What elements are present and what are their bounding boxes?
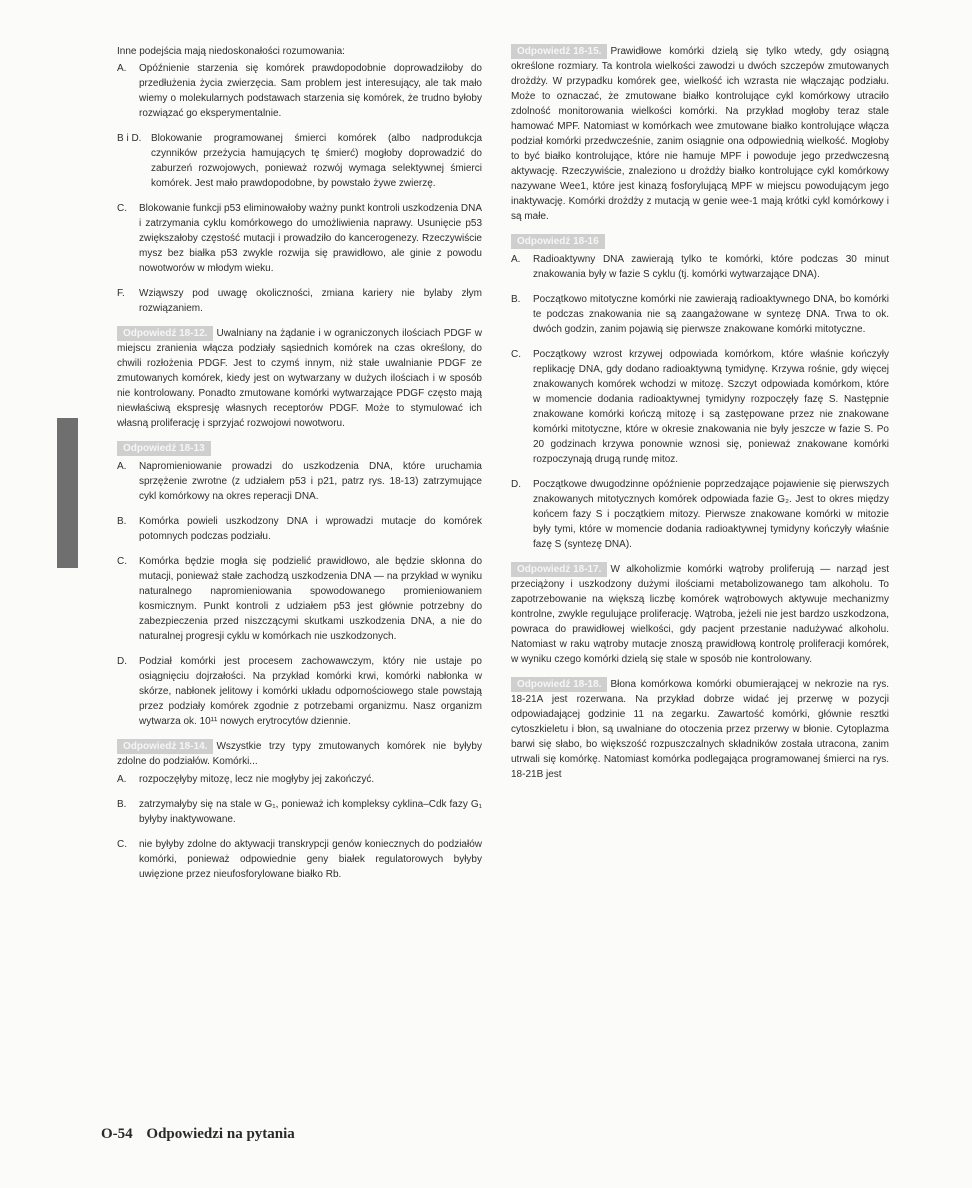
answer-text: Wszystkie trzy typy zmutowanych komórek nie byłyby zdolne do podziałów. Komórki... bbox=[117, 741, 482, 767]
item-label: C. bbox=[117, 556, 127, 567]
answer-item bbox=[511, 477, 889, 552]
chapter-side-tab bbox=[57, 418, 78, 568]
item-label: B. bbox=[511, 294, 521, 305]
answer-item bbox=[511, 347, 889, 467]
page-number: O-54 bbox=[101, 1126, 133, 1142]
answer-badge: Odpowiedź 18-13 bbox=[117, 441, 211, 456]
answer-badge: Odpowiedź 18-17. bbox=[511, 562, 607, 577]
item-label: A. bbox=[117, 461, 127, 472]
item-label: F. bbox=[117, 288, 125, 299]
answer-18-17 bbox=[511, 562, 889, 667]
item-label: A. bbox=[117, 774, 127, 785]
answer-text: Uwalniany na żądanie i w ograniczonych ilościach PDGF w miejscu zranienia włącza podziały sąsiednich komórek na czas określony, do chwili rozłożenia PDGF. Jest to czymś innym, niż stałe uwalnianie PDGF ze zmutowanych komórek, kiedy jest on wytwarzany w dużych ilościach i w sposób nie kontrolowany. Ponadto zmutowane komórki wytwarzające PDGF często mają niewłaściwą ekspresję własnych receptorów PDGF. Może to stymulować ich własną proliferację i sprzyjać rozwojowi nowotworu. bbox=[117, 328, 482, 429]
answer-item bbox=[117, 514, 482, 544]
answer-item bbox=[117, 797, 482, 827]
intro-text: Inne podejścia mają niedoskonałości rozumowania: bbox=[117, 46, 345, 57]
item-text: rozpoczęłyby mitozę, lecz nie mogłyby jej zakończyć. bbox=[139, 774, 375, 785]
answer-18-12 bbox=[117, 326, 482, 431]
answer-item bbox=[117, 201, 482, 276]
answer-item bbox=[117, 772, 482, 787]
item-text: Wziąwszy pod uwagę okoliczności, zmiana kariery nie bylaby złym rozwiązaniem. bbox=[139, 288, 482, 314]
answer-item bbox=[117, 554, 482, 644]
answer-list-11 bbox=[117, 61, 482, 316]
item-text: nie byłyby zdolne do aktywacji transkrypcji genów koniecznych do podziałów komórki, ponieważ odpowiednie geny białek regulatorowych byłyby uwięzione przez nieufosforylowane białko Rb. bbox=[139, 839, 482, 880]
item-label: C. bbox=[117, 203, 127, 214]
right-column bbox=[511, 44, 889, 792]
answer-text: Błona komórkowa komórki obumierającej w nekrozie na rys. 18-21A jest rozerwana. Na przykład dobrze widać jej przerwę w pozycji odpowiadającej godzinie 11 na zegarku. Zawartość komórki, głównie resztki cytoszkieletu i błon, są uwalniane do otoczenia przez przerwy w błonie. Cytoplazma barwi się słabo, bo większość rozpuszczalnych składników została utracona, zanim utrwali się komórkę. Natomiast komórka podlegająca programowanej śmierci na rys. 18-21B jest bbox=[511, 679, 889, 780]
item-text: Radioaktywny DNA zawierają tylko te komórki, które podczas 30 minut znakowania były w fazie S cyklu (tj. komórki wytwarzające DNA). bbox=[533, 254, 889, 280]
answer-badge: Odpowiedź 18-18. bbox=[511, 677, 607, 692]
answer-18-18 bbox=[511, 677, 889, 782]
answer-badge: Odpowiedź 18-12. bbox=[117, 326, 213, 341]
answer-item bbox=[117, 131, 482, 191]
answer-18-13 bbox=[117, 441, 482, 729]
answer-item bbox=[117, 286, 482, 316]
item-text: Napromieniowanie prowadzi do uszkodzenia DNA, które uruchamia sprzężenie zwrotne (z udziałem p53 i p21, patrz rys. 18-13) zatrzymujące cykl komórkowy na okres reperacji DNA. bbox=[139, 461, 482, 502]
answer-item bbox=[117, 654, 482, 729]
answer-item bbox=[117, 837, 482, 882]
item-label: C. bbox=[511, 349, 521, 360]
item-text: Początkowy wzrost krzywej odpowiada komórkom, które właśnie kończyły replikację DNA, gdy dodano radioaktywną tymidynę. Krzywa rośnie, gdy więcej znakowanych komórek wchodzi w mitozę. Szczyt odpowiada komórkom, które w momencie dodania radioaktywnej tymidyny rozpoczęły fazę S. Następnie znakowane komórki kończą mitozę i są zastępowane przez nie znakowane komórki mitotyczne, które w okresie znakowania nie były jeszcze w fazie S. Po 20 godzinach krzywa ponownie wznosi się, ponieważ znakowane komórki rozpoczynają drugą rundę mitoz. bbox=[533, 349, 889, 465]
item-label: D. bbox=[117, 656, 127, 667]
item-text: Komórka będzie mogła się podzielić prawidłowo, ale będzie skłonna do mutacji, ponieważ stałe zachodzą uszkodzenia DNA — na przykład w wyniku naturalnego napromieniowania spowodowanego promieniowaniem kosmicznym. Punkt kontroli z udziałem p53 jest głównie potrzebny do zabezpieczenia przed niszczącymi skutkami uszkodzenia DNA, a nie do naturalnej progresji cyklu w komórkach nie uszkodzonych. bbox=[139, 556, 482, 642]
answer-items bbox=[117, 772, 482, 882]
item-label: A. bbox=[117, 63, 127, 74]
answer-item bbox=[117, 459, 482, 504]
answer-text: Prawidłowe komórki dzielą się tylko wtedy, gdy osiągną określone rozmiary. Ta kontrola wielkości zawodzi u dwóch szczepów zmutowanych drożdży. W przypadku komórek gee, wielkość ich wzrasta nie włączając podziału. Może to oznaczać, że zmutowane białko kontrolujące cykl komórkowy utraciło zdolność monitorowania wielkości komórki. Na przykład mogłoby teraz stale hamować MPF. Natomiast w komórkach wee zmutowane białko kontrolujące włącza podział komórki przedwcześnie, zanim osiągnie ona odpowiednią wielkość. Mogłoby to być białko kontrolujące, które nie hamuje MPF i powoduje jego przedwczesną aktywację. Rzeczywiście, znaleziono u drożdży białko kontrolujące cykl komórkowy nazywane Wee1, które jest kinazą fosforylującą MPF w miejscu powodującym jego inaktywację. Komórki drożdży z mutacją w genie wee-1 mają krótki cykl komórkowy i są małe. bbox=[511, 46, 889, 222]
answer-items bbox=[511, 252, 889, 552]
answer-item bbox=[117, 61, 482, 121]
item-label: B. bbox=[117, 516, 127, 527]
item-label: A. bbox=[511, 254, 521, 265]
item-label: C. bbox=[117, 839, 127, 850]
answer-item bbox=[511, 252, 889, 282]
answer-18-15 bbox=[511, 44, 889, 224]
item-label: D. bbox=[511, 479, 521, 490]
item-text: Blokowanie funkcji p53 eliminowałoby ważny punkt kontroli uszkodzenia DNA i zatrzymania cyklu komórkowego do umożliwienia naprawy. Usunięcie p53 zwiększałoby częstość mutacji i prowadziło do kancerogenezy. Rzeczywiście mysz bez białka p53 zwykle rozwija się prawidłowo, ale ginie z powodu nowotworów w młodym wieku. bbox=[139, 203, 482, 274]
answer-badge: Odpowiedź 18-14. bbox=[117, 739, 213, 754]
item-text: Początkowo mitotyczne komórki nie zawierają radioaktywnego DNA, bo komórki te podczas znakowania nie są zaangażowane w syntezę DNA. Trwa to ok. dwóch godzin, zanim pojawią się pierwsze znakowane komórki mitotyczne. bbox=[533, 294, 889, 335]
left-column bbox=[117, 44, 482, 892]
answer-badge: Odpowiedź 18-16 bbox=[511, 234, 605, 249]
item-text: Komórka powieli uszkodzony DNA i wprowadzi mutacje do komórek potomnych podczas podziału. bbox=[139, 516, 482, 542]
item-text: zatrzymałyby się na stale w G₁, ponieważ ich kompleksy cyklina–Cdk fazy G₁ byłyby inaktywowane. bbox=[139, 799, 482, 825]
answer-item bbox=[511, 292, 889, 337]
item-text: Opóźnienie starzenia się komórek prawdopodobnie doprowadziłoby do przedłużenia życia zwierzęcia. Sam problem jest interesujący, ale tak mało wiemy o molekularnych podstawach starzenia się komórek, że trudno byłoby rozwiązać go eksperymentalnie. bbox=[139, 63, 482, 119]
page-footer bbox=[101, 1126, 295, 1143]
footer-title: Odpowiedzi na pytania bbox=[146, 1126, 295, 1142]
answer-text: W alkoholizmie komórki wątroby proliferują — narząd jest przeciążony i uszkodzony dużymi ilościami metabolizowanego tam alkoholu. To zapotrzebowanie na większą liczbę komórek wątrobowych aktywuje mechanizmy kontrolne, zwykle regulujące proliferację. Wątroba, jeżeli nie jest bardzo uszkodzona, powraca do prawidłowej wielkości, gdy pacjent przestanie nadużywać alkoholu. Natomiast w raku wątroby mutacje znoszą prawidłową kontrolę proliferacji komórek, w wyniku czego komórki dzielą się stale w sposób nie kontrolowany. bbox=[511, 564, 889, 665]
answer-items bbox=[117, 459, 482, 729]
item-label: B i D. bbox=[117, 133, 142, 144]
item-text: Początkowe dwugodzinne opóźnienie poprzedzające pojawienie się pierwszych znakowanych mitotycznych komórek odpowiada fazie G₂. Jest to okres między końcem fazy S i początkiem mitozy. Pierwsze znakowane komórki w mitozie były tymi, które w momencie dodania radioaktywnej tymidyny kończyły właśnie fazę S (syntezę DNA). bbox=[533, 479, 889, 550]
answer-badge: Odpowiedź 18-15. bbox=[511, 44, 607, 59]
item-text: Blokowanie programowanej śmierci komórek (albo nadprodukcja czynników przeżycia hamujących tę śmierć) mogłoby doprowadzić do zaburzeń rozwojowych, ponieważ rozwój wymaga selektywnej śmierci komórek. Jest mało prawdopodobne, by powstało żywe zwierzę. bbox=[151, 133, 482, 189]
answer-18-16 bbox=[511, 234, 889, 552]
item-label: B. bbox=[117, 799, 127, 810]
item-text: Podział komórki jest procesem zachowawczym, który nie ustaje po osiągnięciu dojrzałości. Na przykład komórki krwi, komórki nabłonka w skórze, nabłonek jelitowy i komórki układu odpornościowego stale powstają przez podziały komórek zgodnie z potrzebami organizmu. Nasz organizm wytwarza ok. 10¹¹ nowych erytrocytów dziennie. bbox=[139, 656, 482, 727]
answer-18-14 bbox=[117, 739, 482, 882]
